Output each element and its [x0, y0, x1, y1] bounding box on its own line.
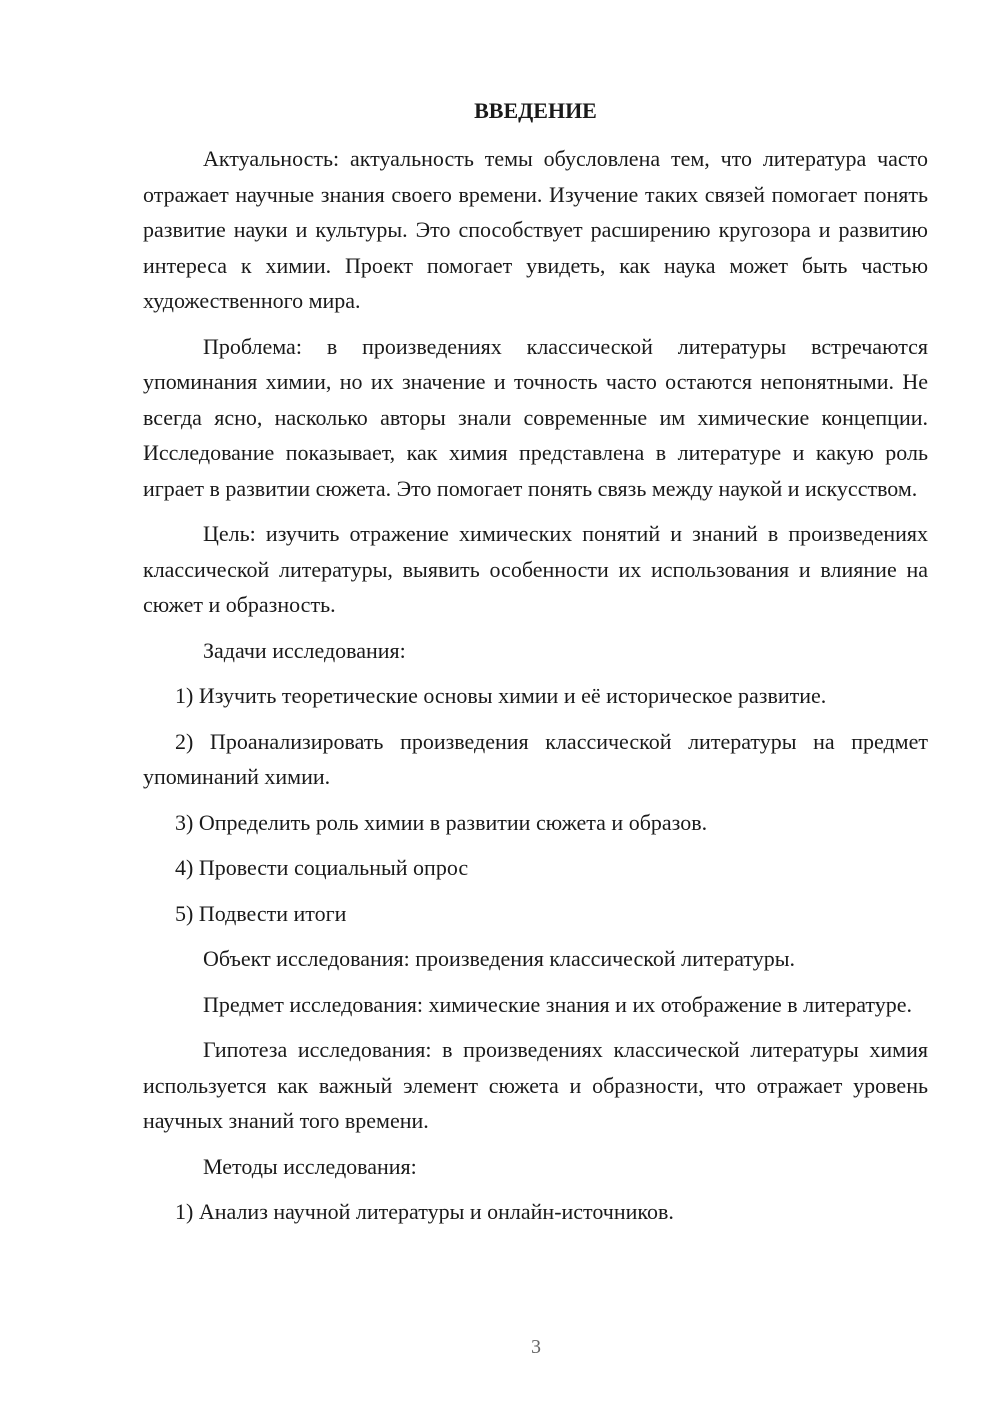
section-title: ВВЕДЕНИЕ [474, 98, 597, 123]
task-item: 1) Изучить теоретические основы химии и её историческое развитие. [175, 683, 827, 708]
paragraph-subject: Предмет исследования: химические знания и их отображение в литературе. [203, 991, 913, 1017]
paragraph-goal: Цель: изучить отражение химических понятий и знаний в произведениях классической литературы, выявить особенности их использования и влияние на сюжет и образность. [143, 521, 928, 617]
task-item: 2) Проанализировать произведения классической литературы на предмет упоминаний химии. [143, 728, 928, 789]
page-content [143, 95, 928, 1240]
method-item: 1) Анализ научной литературы и онлайн-источников. [175, 1199, 674, 1224]
paragraph-tasks-heading: Задачи исследования: [203, 637, 406, 663]
paragraph-methods-heading: Методы исследования: [203, 1153, 417, 1179]
paragraph-hypothesis: Гипотеза исследования: в произведениях классической литературы химия используется как важный элемент сюжета и образности, что отражает уровень научных знаний того времени. [143, 1037, 928, 1133]
paragraph-relevance: Актуальность: актуальность темы обусловлена тем, что литература часто отражает научные знания своего времени. Изучение таких связей помогает понять развитие науки и культуры. Это способствует расширению кругозора и развитию интереса к химии. Проект помогает увидеть, как наука может быть частью художественного мира. [143, 146, 928, 313]
paragraph-problem: Проблема: в произведениях классической литературы встречаются упоминания химии, но их значение и точность часто остаются непонятными. Не всегда ясно, насколько авторы знали современные им химические концепции. Исследование показывает, как химия представлена в литературе и какую роль играет в развитии сюжета. Это помогает понять связь между наукой и искусством. [143, 333, 928, 501]
page-number: 3 [531, 1336, 541, 1358]
task-item: 4) Провести социальный опрос [175, 855, 469, 880]
task-item: 3) Определить роль химии в развитии сюжета и образов. [175, 809, 708, 835]
task-item: 5) Подвести итоги [175, 900, 347, 926]
paragraph-object: Объект исследования: произведения классической литературы. [203, 946, 796, 971]
